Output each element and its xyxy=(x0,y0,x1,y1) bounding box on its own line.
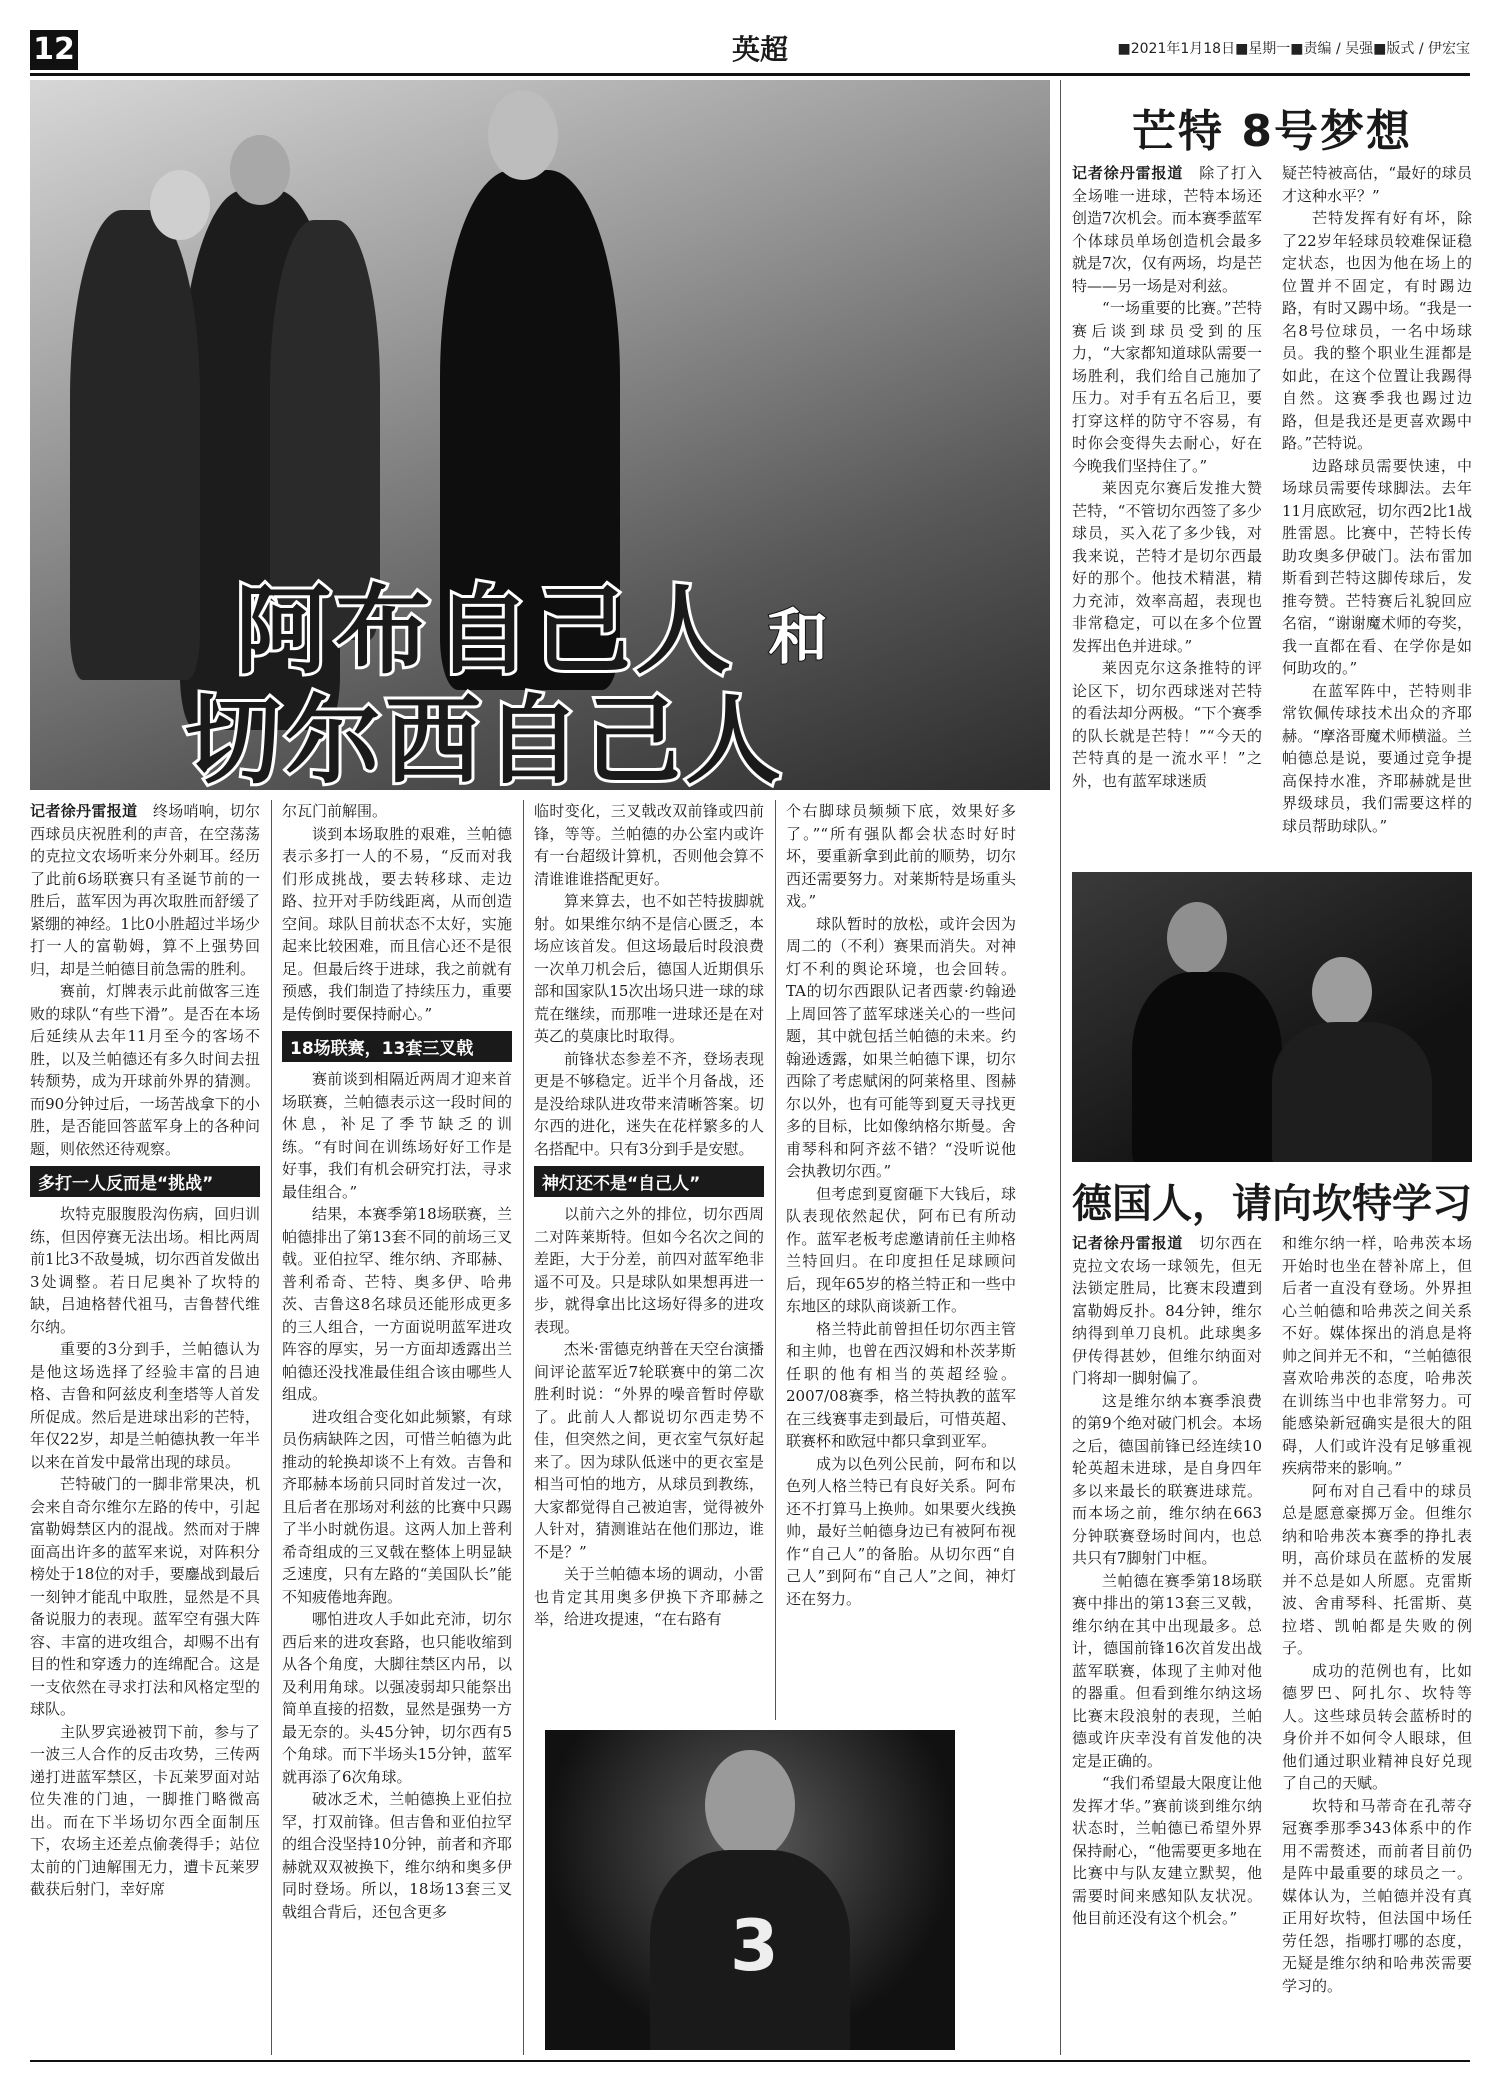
paragraph: 但考虑到夏窗砸下大钱后，球队表现依然起伏，阿布已有所动作。蓝军老板考虑邀请前任主帅格兰特回归。在印度担任足球顾问后，现年65岁的格兰特正和一些中东地区的球队商谈新工作。 xyxy=(786,1184,1016,1315)
subhead: 多打一人反而是“挑战” xyxy=(30,1166,260,1197)
paragraph xyxy=(1072,1232,1262,1390)
paragraph: 格兰特此前曾担任切尔西主管和主帅，也曾在西汉姆和朴茨茅斯任职的他有相当的英超经验。2007/08赛季，格兰特执教的蓝军在三线赛事走到最后，可惜英超、联赛杯和欧冠中都只拿到亚军。 xyxy=(786,1319,1016,1450)
right-article-1-col-2 xyxy=(1282,162,1472,867)
right-article-2-title: 德国人，请向坎特学习 xyxy=(1072,1181,1472,1227)
subhead: 神灯还不是“自己人” xyxy=(534,1166,764,1197)
coach-figure xyxy=(1132,972,1282,1162)
main-article-col-c xyxy=(534,800,764,1720)
paragraph: 成功的范例也有，比如德罗巴、阿扎尔、坎特等人。这些球员转会蓝桥时的身价并不如何令人眼球，但他们通过职业精神良好兑现了自己的天赋。 xyxy=(1282,1661,1472,1792)
shirt-number-graphic: 3 xyxy=(730,1905,779,1987)
paragraph: 阿布对自己看中的球员总是愿意豪掷万金。但维尔纳和哈弗茨本赛季的挣扎表明，高价球员在蓝桥的发展并不总是如人所愿。克雷斯波、舍甫琴科、托雷斯、莫拉塔、凯帕都是失败的例子。 xyxy=(1282,1481,1472,1657)
paragraph: 莱因克尔赛后发推大赞芒特，“不管切尔西签了多少球员，买入花了多少钱，对我来说，芒特才是切尔西最好的那个。他技术精湛，精力充沛，效率高超，表现也非常稳定，可以在多个位置发挥出色并进球。” xyxy=(1072,479,1262,655)
paragraph: 球队暂时的放松，或许会因为周二的（不利）赛果而消失。对神灯不利的舆论环境，也会回转。TA的切尔西跟队记者西蒙·约翰逊上周回答了蓝军球迷关心的一些问题，其中就包括兰帕德的未来。约翰逊透露，如果兰帕德下课，切尔西除了考虑赋闲的阿莱格里、图赫尔以外，也有可能等到夏天寻找更多的目标，比如像纳格尔斯曼。舍甫琴科和阿齐兹不错？“没听说他会执教切尔西。” xyxy=(786,914,1016,1180)
header-rule xyxy=(30,73,1470,76)
staff-head-3 xyxy=(150,170,210,240)
paragraph: 个右脚球员频频下底，效果好多了。”“所有强队都会状态时好时坏，要重新拿到此前的顺势，切尔西还需要努力。对莱斯特是场重头戏。” xyxy=(786,802,1016,910)
paragraph: 破冰乏术，兰帕德换上亚伯拉罕，打双前锋。但吉鲁和亚伯拉罕的组合没坚持10分钟，前者和齐耶赫就双双被换下，维尔纳和奥多伊同时登场。所以，18场13套三叉戟组合背后，还包含更多 xyxy=(282,1790,512,1921)
main-article-col-d xyxy=(786,800,1016,1720)
paragraph-text: 终场哨响，切尔西球员庆祝胜利的声音，在空荡荡的克拉文农场听来分外刺耳。经历了此前6场联赛只有圣诞节前的一胜后，蓝军因为再次取胜而舒缓了紧绷的神经。1比0小胜超过半场少打一人的富勒姆，算不上强势回归，却是兰帕德目前急需的胜利。 xyxy=(30,802,260,978)
footer-rule xyxy=(30,2060,1470,2062)
paragraph xyxy=(30,800,260,980)
paragraph: 算来算去，也不如芒特拔脚就射。如果维尔纳不是信心匮乏，本场应该首发。但这场最后时段浪费一次单刀机会后，德国人近期俱乐部和国家队15次出场只进一球的球荒在继续，而那唯一进球还是在对英乙的莫康比时取得。 xyxy=(534,892,764,1045)
paragraph: 杰米·雷德克纳普在天空台演播间评论蓝军近7轮联赛中的第二次胜利时说：“外界的噪音暂时停歇了。此前人人都说切尔西走势不佳，但突然之间，更衣室气氛好起来了。因为球队低迷中的更衣室是相当可怕的地方，从球员到教练，大家都觉得自己被迫害，觉得被外人针对，猜测谁站在他们那边，谁不是？” xyxy=(534,1340,764,1561)
paragraph: 尔瓦门前解围。 xyxy=(282,802,388,820)
byline: 记者徐丹雷报道 xyxy=(1072,1234,1184,1252)
byline: 记者徐丹雷报道 xyxy=(1072,164,1184,182)
right-article-1-title: 芒特 8号梦想 xyxy=(1132,106,1412,157)
headline-line2: 切尔西自己人 xyxy=(185,685,785,797)
paragraph: 主队罗宾逊被罚下前，参与了一波三人合作的反击攻势，三传两递打进蓝军禁区，卡瓦莱罗面对站位失准的门迪，一脚推门略微高出。而在下半场切尔西全面制压下，农场主还差点偷袭得手；站位太前的门迪解围无力，遭卡瓦莱罗截获后射门，幸好席 xyxy=(30,1722,260,1898)
paragraph: 坎特和马蒂奇在孔蒂夺冠赛季那季343体系中的作用不需赘述，而前者目前仍是阵中最重要的球员之一。媒体认为，兰帕德并没有真正用好坎特，但法国中场任劳任怨，指哪打哪的态度，无疑是维尔纳和哈弗茨需要学习的。 xyxy=(1282,1796,1472,1995)
main-article-col-a xyxy=(30,800,260,2055)
paragraph: 坎特克服腹股沟伤病，回归训练，但因停赛无法出场。相比两周前1比3不敌曼城，切尔西首发做出3处调整。若日尼奥补了坎特的缺，吕迪格替代祖马，吉鲁替代维尔纳。 xyxy=(30,1205,260,1336)
paragraph: 芒特破门的一脚非常果决，机会来自奇尔维尔左路的传中，引起富勒姆禁区内的混战。然而对于牌面高出许多的蓝军来说，对阵积分榜处于18位的对手，要鏖战到最后一刻钟才能乱中取胜，显然是不具备说服力的表现。蓝军空有强大阵容、丰富的进攻组合，却赐不出有目的性和穿透力的连绵配合。这是一支依然在寻求打法和风格定型的球队。 xyxy=(30,1475,260,1718)
headline-connector: 和 xyxy=(768,603,828,673)
paragraph: 疑芒特被高估，“最好的球员才这种水平？” xyxy=(1282,164,1472,205)
right-article-2-col-2 xyxy=(1282,1232,1472,2057)
player-head xyxy=(1312,957,1372,1027)
right-article-1-col-1 xyxy=(1072,162,1262,867)
byline: 记者徐丹雷报道 xyxy=(30,802,138,820)
paragraph: 成为以色列公民前，阿布和以色列人格兰特已有良好关系。阿布还不打算马上换帅。如果要火线换帅，最好兰帕德身边已有被阿布视作“自己人”的备胎。从切尔西“自己人”到阿布“自己人”之间，神灯还在努力。 xyxy=(786,1454,1016,1608)
bottom-photo xyxy=(545,1730,955,2050)
column-rule xyxy=(1060,80,1061,2055)
player-figure xyxy=(1272,1022,1432,1162)
staff-figure-3 xyxy=(70,210,200,680)
paragraph: 这是维尔纳本赛季浪费的第9个绝对破门机会。本场之后，德国前锋已经连续10轮英超未进球，是自身四年多以来最长的联赛进球荒。而本场之前，维尔纳在663分钟联赛登场时间内，也总共只有7脚射门中框。 xyxy=(1072,1391,1262,1567)
paragraph: 以前六之外的排位，切尔西周二对阵莱斯特。但如今名次之间的差距，大于分差，前四对蓝军绝非遥不可及。只是球队如果想再进一步，就得拿出比这场好得多的进攻表现。 xyxy=(534,1205,764,1336)
paragraph-text: 除了打入全场唯一进球，芒特本场还创造7次机会。而本赛季蓝军个体球员单场创造机会最多就是7次，仅有两场，均是芒特——另一场是对利兹。 xyxy=(1072,164,1262,295)
paragraph: 结果，本赛季第18场联赛，兰帕德排出了第13套不同的前场三叉戟。亚伯拉罕、维尔纳、齐耶赫、普利希奇、芒特、奥多伊、哈弗茨、吉鲁这8名球员还能形成更多的三人组合，一方面说明蓝军进攻阵容的厚实，另一方面却透露出兰帕德还没找准最佳组合该由哪些人组成。 xyxy=(282,1205,512,1403)
paragraph: 哪怕进攻人手如此充沛，切尔西后来的进攻套路，也只能收缩到从各个角度，大脚往禁区内吊，以及利用角球。以强凌弱却只能祭出简单直接的招数，显然是强势一方最无奈的。头45分钟，切尔西有5个角球。而下半场头15分钟，蓝军就再添了6次角球。 xyxy=(282,1610,512,1786)
player-head xyxy=(705,1750,795,1860)
coach-head xyxy=(1167,902,1227,974)
paragraph: 赛前，灯牌表示此前做客三连败的球队“有些下滑”。是否在本场后延续从去年11月至今的客场不胜，以及兰帕德还有多久时间去扭转颓势，成为开球前外界的猜测。而90分钟过后，一场苦战拿下的小胜，是否能回答蓝军身上的各种问题，则依然还待观察。 xyxy=(30,982,260,1158)
paragraph: “一场重要的比赛。”芒特赛后谈到球员受到的压力，“大家都知道球队需要一场胜利，我们给自己施加了压力。对手有五名后卫，要打穿这样的防守不容易，有时你会变得失去耐心，好在今晚我们坚持住了。” xyxy=(1072,299,1262,475)
main-article-col-b xyxy=(282,800,512,2055)
paragraph: 边路球员需要快速，中场球员需要传球脚法。去年11月底欧冠，切尔西2比1战胜雷恩。比赛中，芒特长传助攻奥多伊破门。法布雷加斯看到芒特这脚传球后，发推夸赞。芒特赛后礼貌回应名宿，“谢谢魔术师的夸奖，我一直都在看、在学你是如何助攻的。” xyxy=(1282,456,1472,677)
page-number: 12 xyxy=(30,30,78,70)
paragraph: 莱因克尔这条推特的评论区下，切尔西球迷对芒特的看法却分两极。“下个赛季的队长就是芒特！”“今天的芒特真的是一流水平！”之外，也有蓝军球迷质 xyxy=(1072,659,1262,790)
right-article-2-col-1 xyxy=(1072,1232,1262,2057)
headline-line1: 阿布自己人 xyxy=(235,575,735,687)
paragraph: 和维尔纳一样，哈弗茨本场开始时也坐在替补席上，但后者一直没有登场。外界担心兰帕德和哈弗茨之间关系不好。媒体探出的消息是将帅之间并无不和，“兰帕德很喜欢哈弗茨的态度，哈弗茨在训练当中也非常努力。可能感染新冠确实是很大的阻碍，人们或许没有足够重视疾病带来的影响。” xyxy=(1282,1234,1472,1477)
staff-head xyxy=(230,135,290,205)
column-rule xyxy=(271,800,272,2055)
column-rule xyxy=(775,800,776,1720)
header-info: ■2021年1月18日■星期一■责编 / 吴强■版式 / 伊宏宝 xyxy=(1117,41,1470,57)
subhead: 18场联赛，13套三叉戟 xyxy=(282,1031,512,1062)
paragraph: 在蓝军阵中，芒特则非常钦佩传球技术出众的齐耶赫。“摩洛哥魔术师横溢。兰帕德总是说，要通过竞争提高保持水准，齐耶赫就是世界级球员，我们需要这样的球员帮助球队。” xyxy=(1282,681,1472,835)
paragraph-text: 切尔西在克拉文农场一球领先，但无法锁定胜局，比赛末段遭到富勒姆反扑。84分钟，维尔纳得到单刀良机。此球奥多伊传得甚妙，但维尔纳面对门将却一脚射偏了。 xyxy=(1072,1234,1262,1387)
paragraph: 进攻组合变化如此频繁，有球员伤病缺阵之因，可惜兰帕德为此推动的轮换却谈不上有效。吉鲁和齐耶赫本场前只同时首发过一次，且后者在那场对利兹的比赛中只踢了半小时就伤退。这两人加上普利希奇组成的三叉戟在整体上明显缺乏速度，只有左路的“美国队长”能不知疲倦地奔跑。 xyxy=(282,1407,512,1606)
paragraph: 赛前谈到相隔近两周才迎来首场联赛，兰帕德表示这一段时间的休息，补足了季节缺乏的训练。“有时间在训练场好好工作是好事，我们有机会研究打法，寻求最佳组合。” xyxy=(282,1070,512,1201)
side-photo xyxy=(1072,872,1472,1162)
coach-head xyxy=(488,90,558,180)
paragraph: 临时变化，三叉戟改双前锋或四前锋，等等。兰帕德的办公室内或许有一台超级计算机，否则他会算不清谁谁谁搭配更好。 xyxy=(534,802,764,888)
paragraph: “我们希望最大限度让他发挥才华。”赛前谈到维尔纳状态时，兰帕德已希望外界保持耐心，“他需要更多地在比赛中与队友建立默契，他需要时间来感知队友状况。他目前还没有这个机会。” xyxy=(1072,1774,1262,1927)
column-rule xyxy=(523,800,524,2055)
paragraph: 重要的3分到手，兰帕德认为是他这场选择了经验丰富的吕迪格、吉鲁和阿兹皮利奎塔等人首发所促成。然后是进球出彩的芒特，年仅22岁，却是兰帕德执教一年半以来在首发中最常出现的球员。 xyxy=(30,1340,260,1471)
paragraph: 谈到本场取胜的艰难，兰帕德表示多打一人的不易，“反而对我们形成挑战，要去转移球、走边路、拉开对手防线距离，从而创造空间。球队目前状态不太好，实施起来比较困难，而且信心还不是很足。但最后终于进球，我之前就有预感，我们制造了持续压力，重要是传倒时要保持耐心。” xyxy=(282,824,512,1023)
section-title: 英超 xyxy=(731,33,788,66)
paragraph: 芒特发挥有好有坏，除了22岁年轻球员较难保证稳定状态，也因为他在场上的位置并不固定，有时踢边路，有时又踢中场。“我是一名8号位球员，一名中场球员。我的整个职业生涯都是如此，在这个位置让我踢得自然。这赛季我也踢过边路，但是我还是更喜欢踢中路。”芒特说。 xyxy=(1282,209,1472,452)
paragraph: 关于兰帕德本场的调动，小雷也肯定其用奥多伊换下齐耶赫之举，给进攻提速，“在右路有 xyxy=(534,1565,764,1628)
paragraph: 前锋状态参差不齐，登场表现更是不够稳定。近半个月备战，还是没给球队进攻带来清晰答案。切尔西的进化，迷失在花样繁多的人名搭配中。只有3分到手是安慰。 xyxy=(534,1049,764,1158)
paragraph xyxy=(1072,162,1262,297)
paragraph: 兰帕德在赛季第18场联赛中排出的第13套三叉戟，维尔纳在其中出现最多。总计，德国前锋16次首发出战蓝军联赛，体现了主帅对他的器重。但看到维尔纳这场比赛末段浪射的表现，兰帕德或许庆幸没有首发他的决定是正确的。 xyxy=(1072,1571,1262,1770)
